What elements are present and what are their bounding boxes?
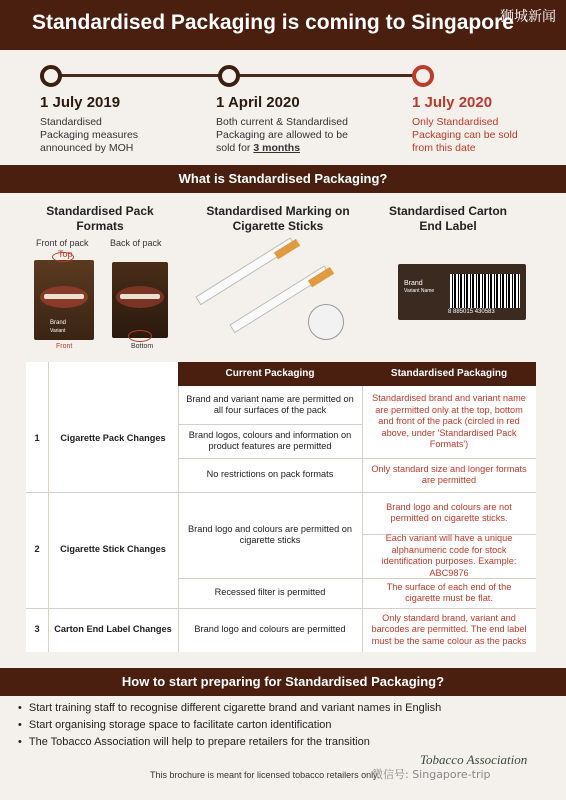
brochure-note: This brochure is meant for licensed tobacco retailers only. [150,770,380,780]
barcode [450,274,520,308]
timeline-dot-1 [40,65,62,87]
cur-2a: Brand logo and colours are permitted on cigarette sticks [188,523,352,545]
front-pack-image: Brand Variant [34,260,94,340]
bullet-item: • Start training staff to recognise different cigarette brand and variant names in English [18,700,441,717]
row-3-number: 3 [34,624,40,635]
std-2b: Each variant will have a unique alphanumeric code for stock identification purposes. Example: ABC9876 [381,533,517,578]
current-packaging-header: Current Packaging [178,362,362,386]
timeline-date-3: 1 July 2020 [412,94,493,111]
cur-1b: Brand logos, colours and information on product features are permitted [188,429,352,451]
watermark-top: 狮城新闻 [500,9,556,25]
row-2-name: Cigarette Stick Changes [60,544,166,555]
prep-bullets [18,700,441,751]
bullet-item: • The Tobacco Association will help to prepare retailers for the transition [18,734,441,751]
cur-3: Brand logo and colours are permitted [194,624,346,635]
front-small-label: Front [56,343,73,350]
carton-end-label-image: Brand Variant Name 8 885015 430583 [398,264,526,320]
prep-section-title: How to start preparing for Standardised Packaging? [0,668,566,696]
what-section-title: What is Standardised Packaging? [0,165,566,193]
timeline-line-1 [52,74,222,77]
std-2c: The surface of each end of the cigarette must be flat. [386,581,512,603]
cur-2c: Recessed filter is permitted [214,587,326,598]
top-circle-marker [52,252,74,262]
timeline-desc-3: Only Standardised Packaging can be sold from this date [412,116,518,154]
stick-marking-title: Standardised Marking on Cigarette Sticks [206,204,350,233]
comparison-table [26,362,536,652]
std-1c: Only standard size and longer formats are permitted [371,463,527,485]
row-1-number: 1 [34,433,40,444]
row-3-name: Carton End Label Changes [54,624,172,635]
timeline-date-1: 1 July 2019 [40,94,121,111]
cur-1c: No restrictions on pack formats [206,469,334,480]
bullet-item: • Start organising storage space to facilitate carton identification [18,717,441,734]
carton-label-title: Standardised Carton End Label [388,204,508,233]
pack-formats-title: Standardised Pack Formats [46,204,154,233]
wechat-watermark: 微信号: Singapore-trip [372,768,491,781]
back-pack-image [112,262,168,338]
tobacco-association-logo: Tobacco Association [420,752,528,767]
timeline-desc-2: Both current & Standardised Packaging are allowed to be sold for 3 months [216,116,348,154]
timeline-dot-2 [218,65,240,87]
bottom-circle-marker [128,330,152,342]
timeline-dot-3 [412,65,434,87]
front-of-pack-label: Front of pack [36,238,89,248]
timeline [0,50,566,160]
timeline-desc-1: Standardised Packaging measures announced by MOH [40,116,139,154]
back-of-pack-label: Back of pack [110,238,162,248]
row-1-name: Cigarette Pack Changes [60,433,166,444]
top-label: Top [58,249,73,259]
std-3: Only standard brand, variant and barcodes are permitted. The end label must be the same colour as the packs [371,612,527,646]
cigarette-sticks-image [192,258,342,348]
std-1a: Standardised brand and variant name are permitted only at the top, bottom and front of the pack (circled in red above, under 'Standardised Pack Formats') [372,393,526,450]
standardised-packaging-header: Standardised Packaging [362,362,536,386]
header-banner [0,0,566,50]
std-2a: Brand logo and colours are not permitted on cigarette sticks. [386,501,512,523]
page-title: Standardised Packaging is coming to Singapore [32,11,514,34]
bottom-small-label: Bottom [131,343,154,350]
timeline-date-2: 1 April 2020 [216,94,300,111]
cur-1a: Brand and variant name are permitted on all four surfaces of the pack [186,393,354,415]
row-2-number: 2 [34,544,40,555]
timeline-line-2 [236,74,416,77]
